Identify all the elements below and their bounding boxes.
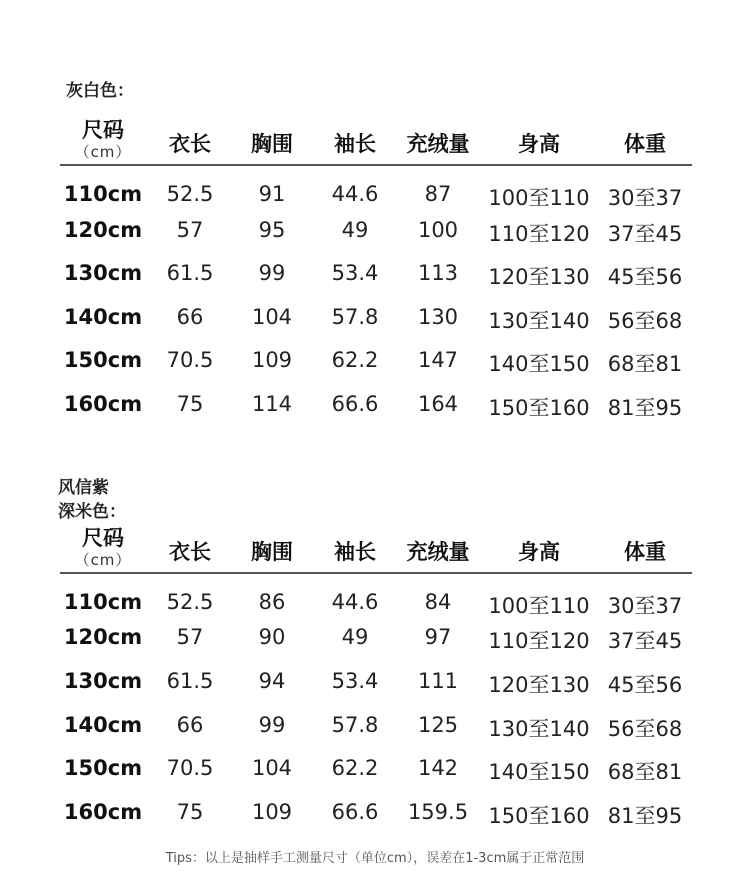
table2-cell-sleeve: 44.6 <box>331 590 379 614</box>
table2-cell-down: 97 <box>424 625 452 649</box>
table1-cell-weight: 56至68 <box>607 309 683 333</box>
table2-cell-size: 140cm <box>63 713 143 737</box>
table1-cell-length: 52.5 <box>166 182 214 206</box>
table1-cell-length: 57 <box>176 218 204 242</box>
table1-cell-size: 150cm <box>63 348 143 372</box>
table2-cell-length: 66 <box>176 713 204 737</box>
table1-cell-chest: 91 <box>258 182 286 206</box>
table2-cell-size: 110cm <box>63 590 143 614</box>
table1-cell-height: 130至140 <box>488 309 590 333</box>
table2-cell-weight: 81至95 <box>607 804 683 828</box>
table2-header-size-unit: （cm） <box>74 551 132 569</box>
table2-cell-length: 61.5 <box>166 669 214 693</box>
table2-cell-chest: 109 <box>251 800 293 824</box>
table2-cell-sleeve: 66.6 <box>331 800 379 824</box>
table1-cell-chest: 104 <box>251 305 293 329</box>
table2-cell-down: 142 <box>417 756 459 780</box>
table1-color-label: 灰白色： <box>66 81 134 101</box>
table1-cell-chest: 99 <box>258 261 286 285</box>
table2-cell-weight: 37至45 <box>607 629 683 653</box>
table2-cell-weight: 68至81 <box>607 760 683 784</box>
table2-cell-down: 84 <box>424 590 452 614</box>
table2-cell-down: 125 <box>417 713 459 737</box>
table1-header-length: 衣长 <box>169 132 211 156</box>
table1-cell-sleeve: 62.2 <box>331 348 379 372</box>
table1-header-down: 充绒量 <box>406 132 470 156</box>
table1-cell-sleeve: 66.6 <box>331 392 379 416</box>
table2-header-length: 衣长 <box>169 540 211 564</box>
table1-cell-height: 100至110 <box>488 186 590 210</box>
table1-header-size-unit: （cm） <box>74 143 132 161</box>
table2-cell-down: 111 <box>417 669 459 693</box>
table1-header-weight: 体重 <box>624 132 666 156</box>
table2-header-weight: 体重 <box>624 540 666 564</box>
table2-cell-chest: 86 <box>258 590 286 614</box>
table1-header-chest: 胸围 <box>251 132 293 156</box>
table1-cell-height: 110至120 <box>488 222 590 246</box>
table1-cell-down: 87 <box>424 182 452 206</box>
table2-cell-down: 159.5 <box>407 800 469 824</box>
table1-header-size-main: 尺码 <box>82 118 124 142</box>
table1-cell-height: 140至150 <box>488 352 590 376</box>
table1-cell-height: 120至130 <box>488 265 590 289</box>
table2-cell-height: 150至160 <box>488 804 590 828</box>
table2-header-height: 身高 <box>518 540 560 564</box>
table1-cell-length: 75 <box>176 392 204 416</box>
table2-header-sleeve: 袖长 <box>334 540 376 564</box>
table1-cell-sleeve: 53.4 <box>331 261 379 285</box>
table2-cell-length: 70.5 <box>166 756 214 780</box>
table2-cell-weight: 56至68 <box>607 717 683 741</box>
table2-cell-height: 100至110 <box>488 594 590 618</box>
table1-cell-length: 61.5 <box>166 261 214 285</box>
table1-cell-size: 160cm <box>63 392 143 416</box>
table2-cell-size: 120cm <box>63 625 143 649</box>
table2-header-chest: 胸围 <box>251 540 293 564</box>
table1-cell-weight: 45至56 <box>607 265 683 289</box>
table1-cell-size: 110cm <box>63 182 143 206</box>
table2-cell-sleeve: 57.8 <box>331 713 379 737</box>
table2-cell-size: 160cm <box>63 800 143 824</box>
table2-cell-length: 52.5 <box>166 590 214 614</box>
table1-cell-chest: 109 <box>251 348 293 372</box>
table2-color-label-line1: 风信紫 <box>58 478 109 498</box>
table2-cell-chest: 90 <box>258 625 286 649</box>
table1-cell-length: 66 <box>176 305 204 329</box>
table2-header-down: 充绒量 <box>406 540 470 564</box>
table1-cell-size: 140cm <box>63 305 143 329</box>
table2-cell-sleeve: 53.4 <box>331 669 379 693</box>
table2-cell-sleeve: 49 <box>341 625 369 649</box>
table1-cell-weight: 37至45 <box>607 222 683 246</box>
table1-cell-weight: 81至95 <box>607 396 683 420</box>
table2-cell-sleeve: 62.2 <box>331 756 379 780</box>
table1-header-divider <box>60 164 692 166</box>
table1-cell-weight: 68至81 <box>607 352 683 376</box>
table2-header-size <box>63 526 143 570</box>
table2-cell-size: 130cm <box>63 669 143 693</box>
table2-cell-chest: 94 <box>258 669 286 693</box>
table1-cell-down: 100 <box>417 218 459 242</box>
table2-cell-height: 140至150 <box>488 760 590 784</box>
table1-cell-sleeve: 44.6 <box>331 182 379 206</box>
table2-cell-chest: 104 <box>251 756 293 780</box>
table1-cell-height: 150至160 <box>488 396 590 420</box>
table1-cell-sleeve: 57.8 <box>331 305 379 329</box>
table1-cell-down: 130 <box>417 305 459 329</box>
table2-cell-size: 150cm <box>63 756 143 780</box>
table1-header-sleeve: 袖长 <box>334 132 376 156</box>
table1-cell-sleeve: 49 <box>341 218 369 242</box>
table1-header-size <box>63 118 143 162</box>
table2-cell-height: 130至140 <box>488 717 590 741</box>
table2-cell-weight: 45至56 <box>607 673 683 697</box>
table1-cell-size: 130cm <box>63 261 143 285</box>
table1-cell-down: 164 <box>417 392 459 416</box>
table1-cell-size: 120cm <box>63 218 143 242</box>
table1-cell-chest: 114 <box>251 392 293 416</box>
table2-header-size-main: 尺码 <box>82 526 124 550</box>
table1-cell-chest: 95 <box>258 218 286 242</box>
table2-cell-weight: 30至37 <box>607 594 683 618</box>
tips-note: Tips：以上是抽样手工测量尺寸（单位cm），误差在1-3cm属于正常范围 <box>165 851 585 866</box>
table1-cell-length: 70.5 <box>166 348 214 372</box>
table1-header-height: 身高 <box>518 132 560 156</box>
table1-cell-weight: 30至37 <box>607 186 683 210</box>
table1-cell-down: 147 <box>417 348 459 372</box>
table1-cell-down: 113 <box>417 261 459 285</box>
table2-cell-length: 75 <box>176 800 204 824</box>
table2-header-divider <box>60 572 692 574</box>
table2-cell-chest: 99 <box>258 713 286 737</box>
table2-cell-height: 120至130 <box>488 673 590 697</box>
table2-color-label-line2: 深米色： <box>58 502 126 522</box>
table2-cell-length: 57 <box>176 625 204 649</box>
table2-cell-height: 110至120 <box>488 629 590 653</box>
